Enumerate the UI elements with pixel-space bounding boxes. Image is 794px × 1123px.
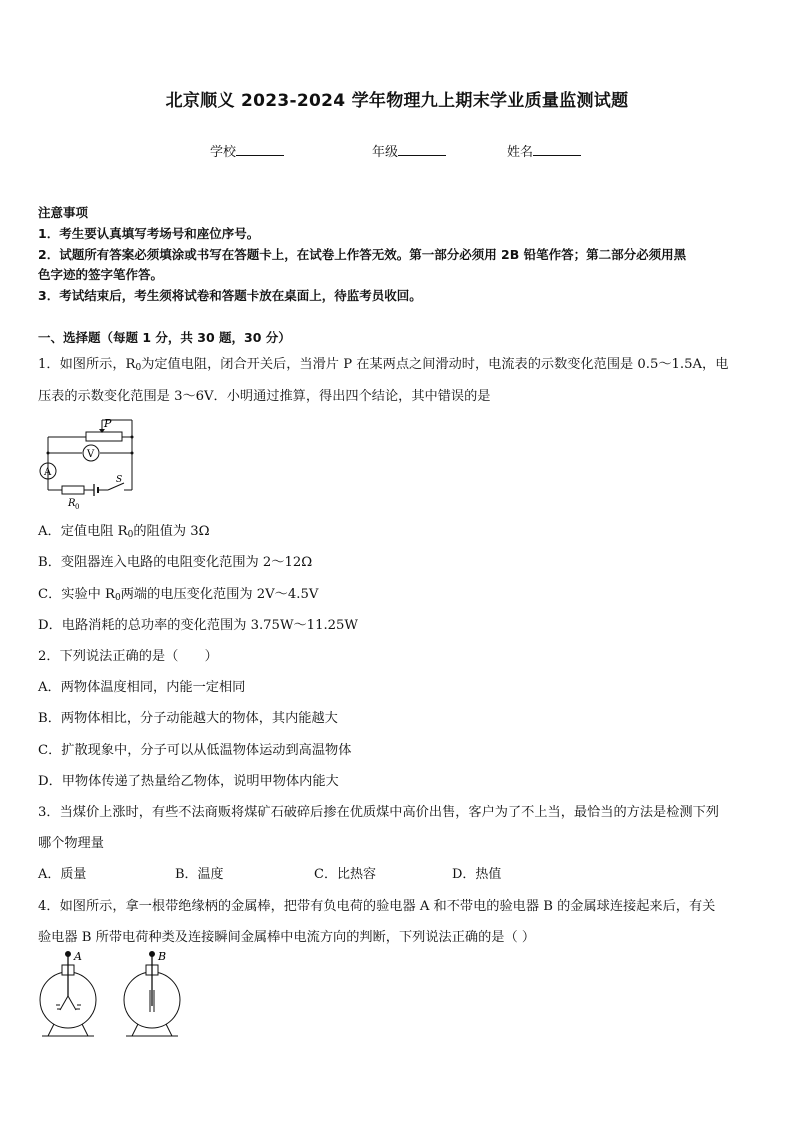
resistor-r0 (62, 486, 84, 494)
label-s: S (116, 475, 123, 485)
q1-circuit-diagram (36, 412, 140, 510)
page-title: 北京顺义 2023-2024 学年物理九上期末学业质量监测试题 (165, 91, 629, 111)
grade-blank[interactable] (398, 143, 446, 156)
label-r-sub: 0 (75, 503, 80, 510)
electroscope-b (124, 952, 180, 1037)
q1-option-a[interactable]: A．定值电阻 $R_0$的阻值为 3Ω (38, 524, 210, 540)
q3-option-a[interactable]: A．质量 (38, 867, 87, 882)
grade-label: 年级 (372, 145, 399, 160)
electroscope-a (40, 952, 96, 1037)
q3-option-d[interactable]: D．热值 (452, 867, 502, 882)
name-blank[interactable] (533, 143, 581, 156)
notice-item: 3．考试结束后，考生须将试卷和答题卡放在桌面上，待监考员收回。 (38, 288, 422, 303)
school-label: 学校 (210, 145, 237, 160)
name-label: 姓名 (507, 145, 534, 160)
q4-electroscope-diagram (36, 950, 196, 1045)
q3-option-b[interactable]: B．温度 (175, 867, 224, 882)
q2-option-a[interactable]: A．两物体温度相同，内能一定相同 (38, 680, 246, 695)
school-blank[interactable] (236, 143, 284, 156)
q1-option-d[interactable]: D．电路消耗的总功率的变化范围为 3.75W～11.25W (38, 618, 358, 633)
q3-option-c[interactable]: C．比热容 (314, 867, 376, 882)
rheostat (86, 432, 122, 441)
section-heading: 一、选择题（每题 1 分，共 30 题，30 分） (38, 330, 291, 345)
q1-stem-line2: 压表的示数变化范围是 3～6V．小明通过推算，得出四个结论，其中错误的是 (38, 389, 491, 404)
q1-option-b[interactable]: B．变阻器连入电路的电阻变化范围为 2～12Ω (38, 555, 313, 570)
q2-option-c[interactable]: C．扩散现象中，分子可以从低温物体运动到高温物体 (38, 743, 352, 758)
label-v: V (87, 449, 95, 460)
q2-stem: 2．下列说法正确的是（ ） (38, 649, 218, 664)
q4-stem-line2: 验电器 B 所带电荷种类及连接瞬间金属棒中电流方向的判断，下列说法正确的是（ ） (38, 930, 536, 945)
notice-item: 1．考生要认真填写考场号和座位序号。 (38, 226, 260, 241)
school-field[interactable] (210, 141, 284, 160)
q3-stem-line2: 哪个物理量 (38, 836, 104, 851)
q3-stem-line1: 3．当煤价上涨时，有些不法商贩将煤矿石破碎后掺在优质煤中高价出售，客户为了不上当，最恰当的方法是检测下列 (38, 805, 719, 820)
grade-field[interactable] (372, 141, 446, 160)
name-field[interactable] (507, 141, 581, 160)
q1-option-c[interactable]: C．实验中 $R_0$两端的电压变化范围为 2V～4.5V (38, 587, 319, 603)
q2-option-d[interactable]: D．甲物体传递了热量给乙物体，说明甲物体内能大 (38, 774, 339, 789)
label-a: A (44, 467, 52, 478)
label-b: B (158, 950, 167, 963)
notice-heading: 注意事项 (38, 205, 89, 220)
notice-item: 色字迹的签字笔作答。 (38, 267, 164, 282)
notice-item: 2．试题所有答案必须填涂或书写在答题卡上，在试卷上作答无效。第一部分必须用 2B 铅笔作答；第二部分必须用黑 (38, 247, 687, 262)
q2-option-b[interactable]: B．两物体相比，分子动能越大的物体，其内能越大 (38, 711, 338, 726)
label-p: P (104, 417, 112, 430)
q1-stem-line1: 1．如图所示，$R_0$为定值电阻，闭合开关后，当滑片 P 在某两点之间滑动时，电流表的示数变化范围是 0.5～1.5A，电 (38, 357, 729, 373)
label-a: A (74, 950, 82, 963)
label-r: R (68, 498, 76, 509)
q4-stem-line1: 4．如图所示，拿一根带绝缘柄的金属棒，把带有负电荷的验电器 A 和不带电的验电器 B 的金属球连接起来后，有关 (38, 899, 716, 914)
